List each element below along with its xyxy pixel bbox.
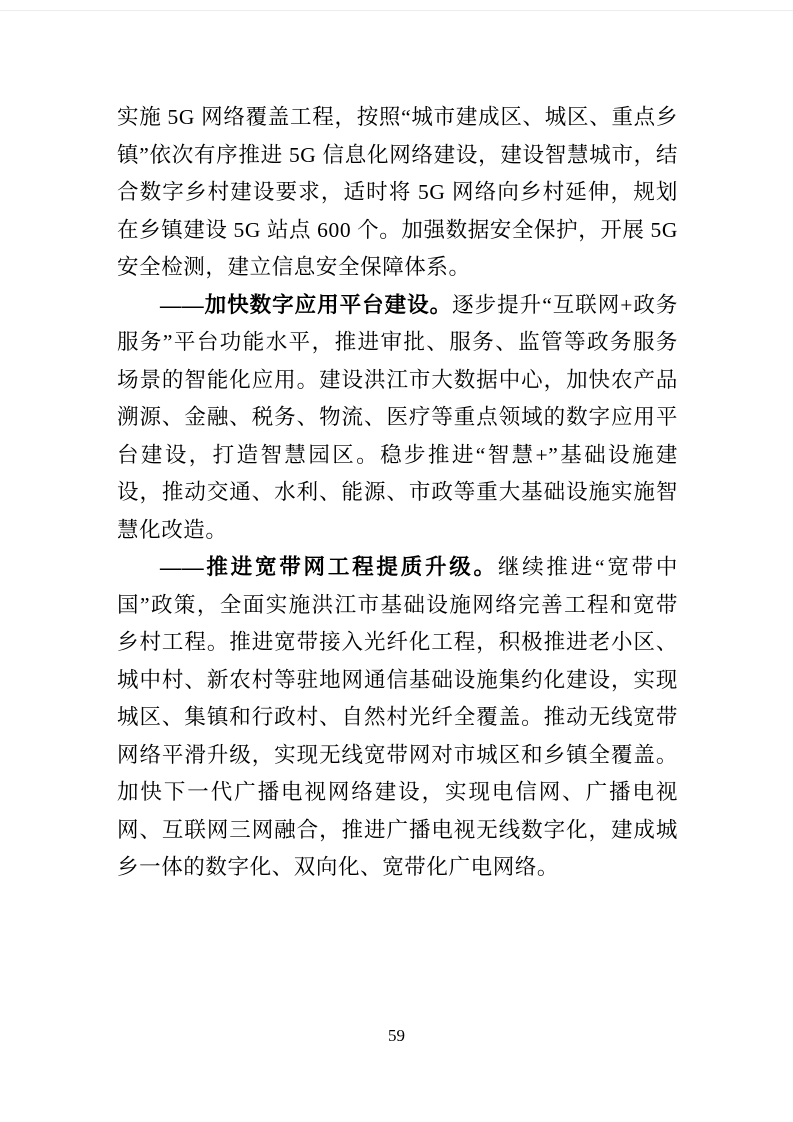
paragraph-broadband-upgrade — [117, 549, 678, 887]
paragraph-text: 逐步提升“互联网+政务服务”平台功能水平，推进审批、服务、监管等政务服务场景的智能化应用。建设洪江市大数据中心，加快农产品溯源、金融、税务、物流、医疗等重点领域的数字应用平台建设，打造智慧园区。稳步推进“智慧+”基础设施建设，推动交通、水利、能源、市政等重大基础设施实施智慧化改造。 — [117, 292, 678, 542]
page-number: 59 — [388, 1026, 405, 1045]
paragraph-lead: ——推进宽带网工程提质升级。 — [160, 555, 498, 579]
paragraph-text: 继续推进“宽带中国”政策，全面实施洪江市基础设施网络完善工程和宽带乡村工程。推进宽带接入光纤化工程，积极推进老小区、城中村、新农村等驻地网通信基础设施集约化建设，实现城区、集镇和行政村、自然村光纤全覆盖。推动无线宽带网络平滑升级，实现无线宽带网对市城区和乡镇全覆盖。加快下一代广播电视网络建设，实现电信网、广播电视网、互联网三网融合，推进广播电视无线数字化，建成城乡一体的数字化、双向化、宽带化广电网络。 — [117, 555, 678, 879]
paragraph-lead: ——加快数字应用平台建设。 — [160, 292, 453, 317]
paragraph-text: 实施 5G 网络覆盖工程，按照“城市建成区、城区、重点乡镇”依次有序推进 5G 信息化网络建设，建设智慧城市，结合数字乡村建设要求，适时将 5G 网络向乡村延伸，规划在乡镇建设 5G 站点 600 个。加强数据安全保护，开展 5G 安全检测，建立信息安全保障体系。 — [117, 105, 678, 279]
paragraph-digital-platform — [117, 287, 678, 550]
document-body — [117, 99, 678, 887]
paragraph-5g-coverage — [117, 99, 678, 287]
page-top-edge-line — [0, 10, 793, 11]
